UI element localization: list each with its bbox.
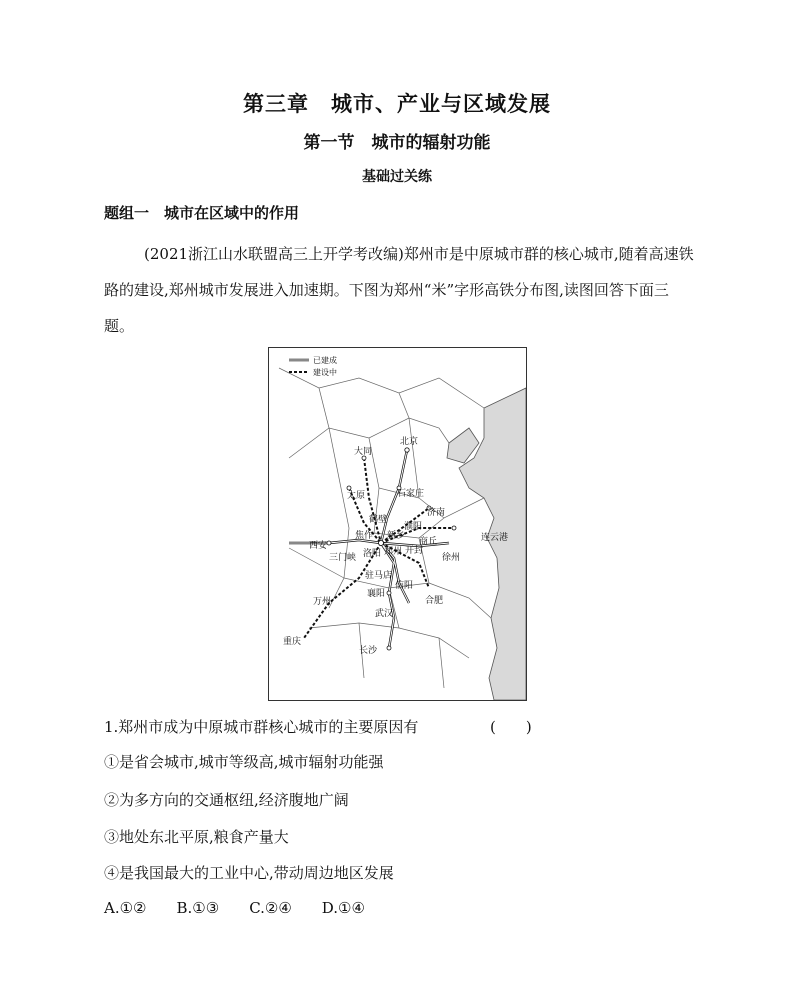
city-label-xuzhou: 徐州 [442, 553, 461, 563]
city-label-shijiazhuang: 石家庄 [397, 489, 425, 499]
city-label-hefei: 合肥 [425, 596, 444, 606]
city-label-hebi: 鹤壁 [369, 515, 388, 525]
city-label-datong: 大同 [354, 447, 373, 457]
question-1-statement-3: ③地处东北平原,粮食产量大 [104, 828, 289, 846]
question-1-answer-blank: ( ) [490, 718, 532, 736]
intro-paragraph: (2021浙江山水联盟高三上开学考改编)郑州市是中原城市群的核心城市,随着高速铁路的建设,郑州城市发展进入加速期。下图为郑州“米”字形高铁分布图,读图回答下面三题。 [104, 245, 694, 335]
city-label-jiaozuo: 焦作 [355, 531, 374, 541]
city-label-beijing: 北京 [400, 437, 419, 447]
practice-title: 基础过关练 [362, 169, 432, 185]
chapter-title: 第三章 城市、产业与区域发展 [243, 92, 551, 116]
city-label-puyang: 濮阳 [404, 522, 423, 532]
city-label-taiyuan: 太原 [347, 491, 366, 501]
railway-map [268, 347, 527, 701]
choice-b[interactable]: B.①③ [176, 899, 220, 917]
question-1-statement-2: ②为多方向的交通枢纽,经济腹地广阔 [104, 791, 349, 809]
city-label-xiangyang: 襄阳 [367, 589, 386, 599]
legend-built-label: 已建成 [313, 356, 337, 365]
city-label-jinan: 济南 [427, 508, 446, 518]
city-label-shangqiu: 商丘 [419, 537, 438, 547]
city-label-lianyungang: 连云港 [481, 533, 509, 543]
map-figure [269, 348, 526, 700]
city-label-sanmenxia: 三门峡 [329, 553, 357, 563]
map-legend [289, 355, 337, 377]
question-group-title: 题组一 城市在区域中的作用 [104, 204, 300, 222]
city-label-xian: 西安 [309, 541, 328, 551]
section-title: 第一节 城市的辐射功能 [303, 133, 491, 153]
choice-c[interactable]: C.②④ [249, 899, 292, 917]
choice-a[interactable]: A.①② [104, 899, 147, 917]
city-label-kaifeng: 开封 [405, 546, 424, 556]
question-1-statement-1: ①是省会城市,城市等级高,城市辐射功能强 [104, 753, 384, 771]
city-label-zhengzhou: 郑州 [384, 547, 403, 557]
city-label-luoyang: 洛阳 [363, 549, 382, 559]
legend-building-label: 建设中 [313, 368, 337, 377]
city-label-xinyang: 信阳 [395, 581, 414, 591]
city-label-zhumadian: 驻马店 [365, 571, 393, 581]
city-label-wuhan: 武汉 [375, 609, 394, 619]
city-label-changsha: 长沙 [359, 646, 378, 656]
city-label-wanzhou: 万州 [313, 597, 332, 607]
city-label-xinxiang: 新乡 [387, 531, 406, 541]
choice-d[interactable]: D.①④ [321, 899, 365, 917]
city-label-chongqing: 重庆 [283, 637, 302, 647]
question-1-stem: 1.郑州市成为中原城市群核心城市的主要原因有 [104, 718, 419, 736]
question-1-choices [104, 899, 365, 917]
question-1-statement-4: ④是我国最大的工业中心,带动周边地区发展 [104, 864, 394, 882]
